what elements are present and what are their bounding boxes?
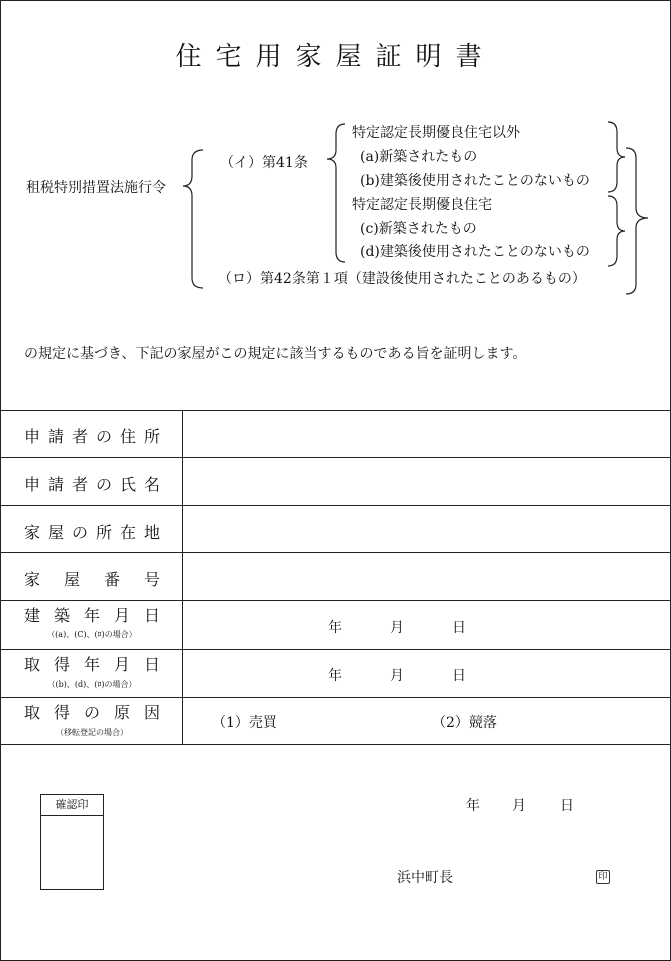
- document-title: 住宅用家屋証明書: [175, 42, 496, 72]
- item-b: (b)建築後使用されたことのないもの: [360, 173, 590, 189]
- acquisition-date-label: 取得年月日: [24, 655, 160, 674]
- construction-day: 日: [452, 620, 466, 636]
- table-line: [1, 505, 670, 506]
- table-line: [1, 410, 670, 411]
- law-name: 租税特別措置法施行令: [26, 180, 166, 196]
- acquisition-year: 年: [328, 668, 342, 684]
- table-line: [1, 744, 670, 745]
- acquisition-date-note: （(b)、(d)、(ﾛ)の場合）: [47, 680, 137, 689]
- article-42: （ロ）第42条第１項（建設後使用されたことのあるもの）: [218, 271, 586, 287]
- construction-date-label: 建築年月日: [24, 606, 160, 625]
- house-number-label: 家屋番号: [24, 570, 160, 589]
- right-brace-group1: [608, 122, 625, 192]
- applicant-address-label: 申請者の住所: [24, 427, 160, 446]
- left-brace-41: [327, 124, 345, 262]
- cause-auction: （2）競落: [432, 715, 497, 731]
- acquisition-cause-label: 取得の原因: [24, 703, 160, 722]
- issue-day: 日: [560, 798, 574, 814]
- item-d: (d)建築後使用されたことのないもの: [360, 244, 590, 260]
- right-brace-large: [626, 148, 648, 294]
- item-a: (a)新築されたもの: [360, 149, 478, 165]
- construction-date-note: （(a)、(C)、(ﾛ)の場合）: [47, 630, 137, 639]
- cause-purchase: （1）売買: [212, 715, 277, 731]
- official-seal: 印: [596, 870, 610, 884]
- table-line: [1, 457, 670, 458]
- issue-month: 月: [512, 798, 526, 814]
- item-c: (c)新築されたもの: [360, 221, 477, 237]
- construction-month: 月: [390, 620, 404, 636]
- table-line: [1, 649, 670, 650]
- table-line: [1, 697, 670, 698]
- issue-year: 年: [466, 798, 480, 814]
- confirmation-stamp-label: 確認印: [41, 795, 103, 816]
- applicant-name-label: 申請者の氏名: [24, 475, 160, 494]
- acquisition-month: 月: [390, 668, 404, 684]
- mayor-title: 浜中町長: [397, 870, 453, 886]
- left-brace-large: [183, 150, 203, 288]
- table-line: [1, 552, 670, 553]
- right-brace-group2: [608, 196, 625, 266]
- house-location-label: 家屋の所在地: [24, 523, 160, 542]
- acquisition-cause-note: （移転登記の場合）: [56, 728, 128, 737]
- confirmation-stamp-box: [40, 794, 104, 890]
- certification-statement: の規定に基づき、下記の家屋がこの規定に該当するものである旨を証明します。: [24, 346, 527, 362]
- article-41: （イ）第41条: [220, 155, 308, 171]
- construction-year: 年: [328, 620, 342, 636]
- acquisition-day: 日: [452, 668, 466, 684]
- table-line: [1, 600, 670, 601]
- group1-heading: 特定認定長期優良住宅以外: [352, 125, 520, 141]
- table-divider: [182, 410, 183, 744]
- group2-heading: 特定認定長期優良住宅: [352, 197, 492, 213]
